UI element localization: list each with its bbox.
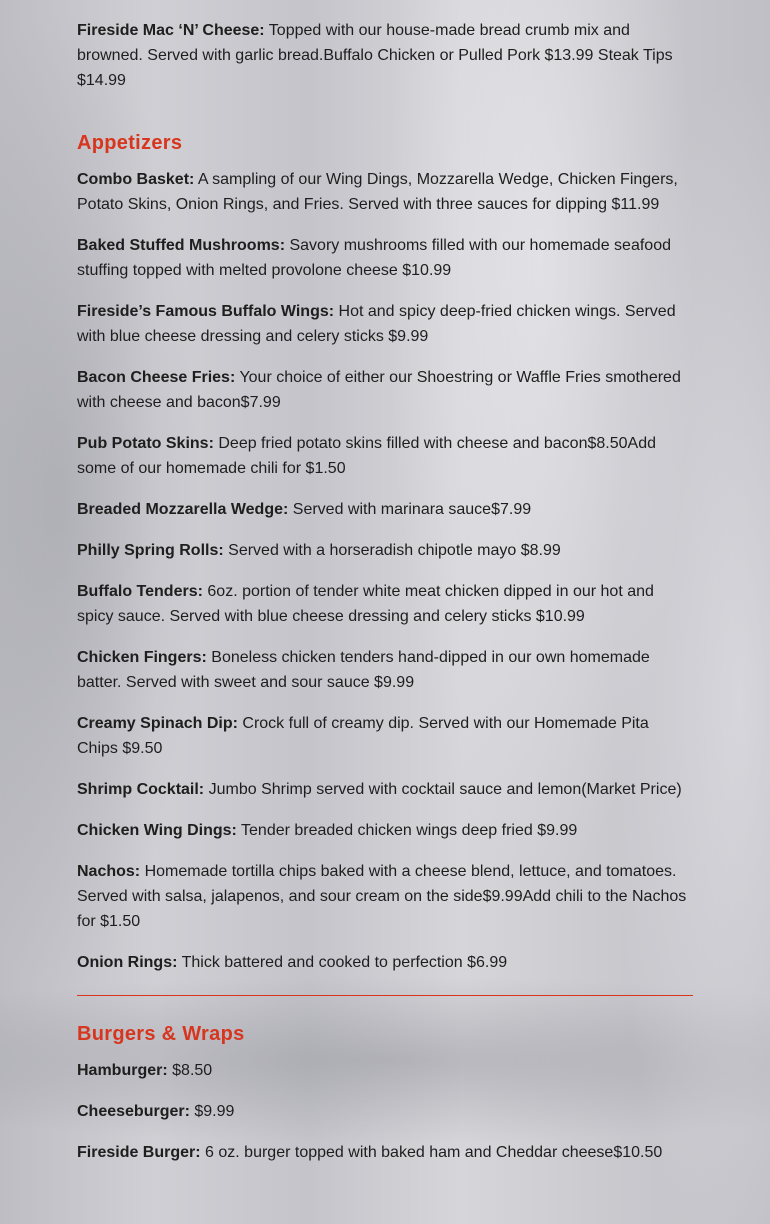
section-title-appetizers: Appetizers (77, 132, 183, 154)
menu-item-description: Savory mushrooms filled with our homemade seafood stuffing topped with melted provolone cheese $10.99 (77, 237, 671, 279)
menu-item-name: Baked Stuffed Mushrooms: (77, 237, 286, 254)
menu-item-name: Hamburger: (77, 1062, 168, 1079)
menu-item-name: Nachos: (77, 863, 141, 880)
menu-item-description: A sampling of our Wing Dings, Mozzarella Wedge, Chicken Fingers, Potato Skins, Onion Rings, and Fries. Served with three sauces for dipping $11.99 (77, 171, 678, 213)
menu-item-description: Your choice of either our Shoestring or Waffle Fries smothered with cheese and bacon$7.99 (77, 369, 681, 411)
menu-item (77, 1099, 693, 1124)
menu-item (77, 167, 693, 217)
menu-item-name: Cheeseburger: (77, 1103, 190, 1120)
menu-item-name: Fireside’s Famous Buffalo Wings: (77, 303, 335, 320)
menu-item-name: Shrimp Cocktail: (77, 781, 205, 798)
menu-item-name: Combo Basket: (77, 171, 195, 188)
menu-item-description: Served with marinara sauce$7.99 (292, 501, 532, 518)
menu-item (77, 299, 693, 349)
menu-item-description: Thick battered and cooked to perfection $6.99 (181, 954, 508, 971)
menu-item (77, 950, 693, 975)
menu-item (77, 1140, 693, 1165)
menu-item (77, 859, 693, 934)
menu-item-name: Philly Spring Rolls: (77, 542, 224, 559)
menu-item-description: Jumbo Shrimp served with cocktail sauce and lemon(Market Price) (208, 781, 682, 798)
menu-item-mac-n-cheese (77, 18, 693, 93)
menu-item-name: Pub Potato Skins: (77, 435, 214, 452)
menu-item-description: Tender breaded chicken wings deep fried $9.99 (241, 822, 578, 839)
menu-item-description: Hot and spicy deep-fried chicken wings. Served with blue cheese dressing and celery sticks $9.99 (77, 303, 676, 345)
menu-item (77, 818, 693, 843)
menu-item (77, 233, 693, 283)
menu-item-description: 6 oz. burger topped with baked ham and Cheddar cheese$10.50 (205, 1144, 663, 1161)
section-divider (77, 995, 693, 996)
menu-item-description: $9.99 (194, 1103, 235, 1120)
menu-item-description: Boneless chicken tenders hand-dipped in our own homemade batter. Served with sweet and sour sauce $9.99 (77, 649, 650, 691)
menu-item-name: Fireside Mac ‘N’ Cheese: (77, 22, 265, 39)
menu-item-description: Crock full of creamy dip. Served with our Homemade Pita Chips $9.50 (77, 715, 649, 757)
menu-item (77, 777, 693, 802)
menu-item-description: Topped with our house-made bread crumb mix and browned. Served with garlic bread.Buffalo Chicken or Pulled Pork $13.99 Steak Tips $14.99 (77, 22, 673, 89)
spacer (77, 109, 693, 129)
menu-content (77, 18, 693, 1181)
menu-item-description: Homemade tortilla chips baked with a cheese blend, lettuce, and tomatoes. Served with salsa, jalapenos, and sour cream on the side$9.99Add chili to the Nachos for $1.50 (77, 863, 687, 930)
menu-item (77, 365, 693, 415)
menu-item-description: Deep fried potato skins filled with cheese and bacon$8.50Add some of our homemade chili for $1.50 (77, 435, 656, 477)
menu-item (77, 431, 693, 481)
menu-item (77, 579, 693, 629)
menu-item (77, 645, 693, 695)
section-title-burgers-wraps: Burgers & Wraps (77, 1023, 245, 1045)
menu-item-name: Buffalo Tenders: (77, 583, 203, 600)
appetizers-list (77, 167, 693, 975)
menu-item-name: Chicken Fingers: (77, 649, 207, 666)
menu-item (77, 711, 693, 761)
menu-item-name: Breaded Mozzarella Wedge: (77, 501, 289, 518)
menu-item-name: Fireside Burger: (77, 1144, 201, 1161)
menu-item-name: Chicken Wing Dings: (77, 822, 237, 839)
menu-item (77, 538, 693, 563)
menu-item-description: 6oz. portion of tender white meat chicken dipped in our hot and spicy sauce. Served with blue cheese dressing and celery sticks $10.99 (77, 583, 654, 625)
menu-item-name: Onion Rings: (77, 954, 178, 971)
menu-item-name: Bacon Cheese Fries: (77, 369, 236, 386)
menu-item-name: Creamy Spinach Dip: (77, 715, 238, 732)
menu-item-description: $8.50 (172, 1062, 213, 1079)
menu-item (77, 1058, 693, 1083)
menu-item (77, 497, 693, 522)
menu-item-description: Served with a horseradish chipotle mayo $8.99 (228, 542, 561, 559)
burgers-list (77, 1058, 693, 1165)
